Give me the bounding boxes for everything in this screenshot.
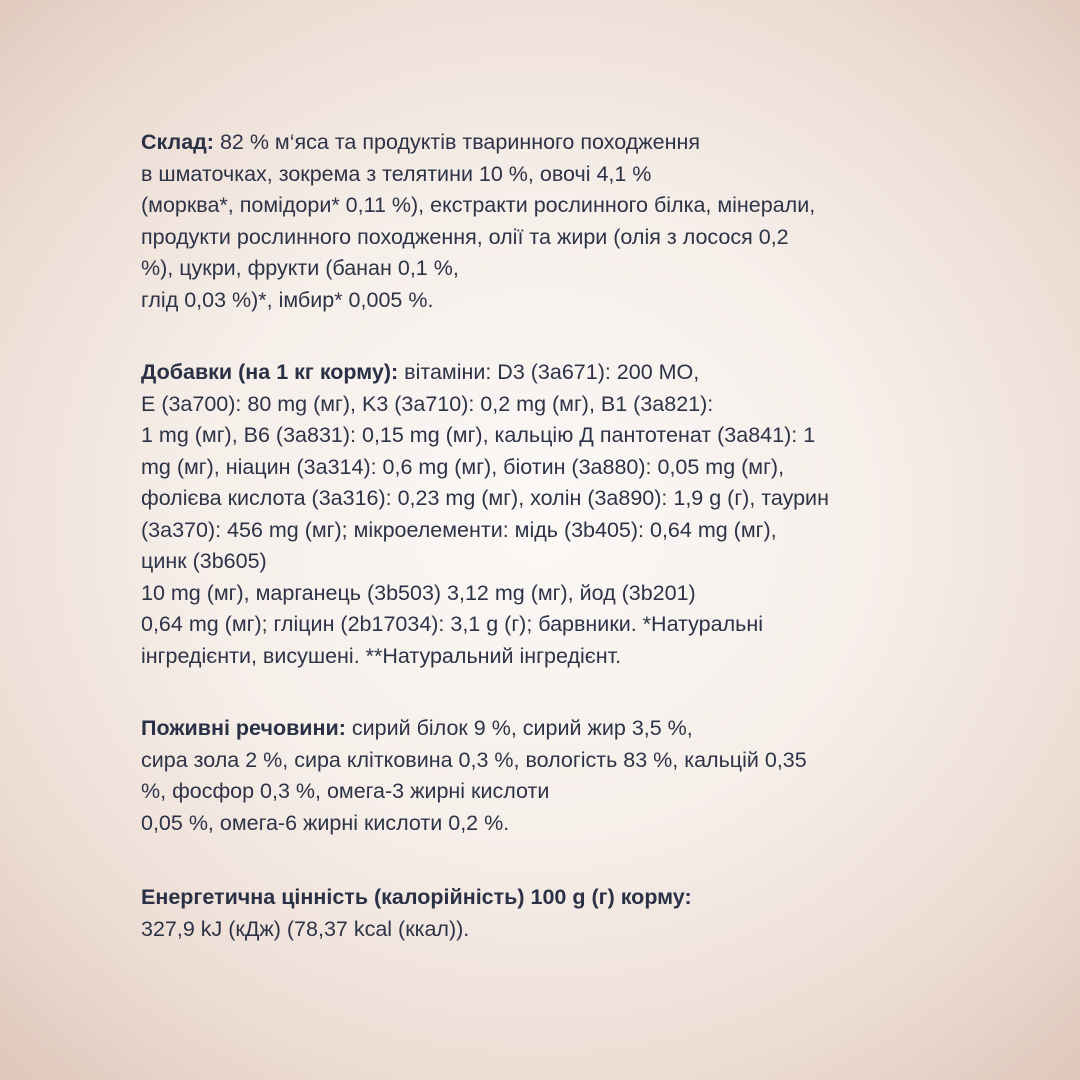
composition-section [141,127,1001,316]
nutrients-text: сирий білок 9 %, сирий жир 3,5 %, [345,716,693,740]
additives-line-5: фолієва кислота (3a316): 0,23 mg (мг), холін (3a890): 1,9 g (г), таурин [141,486,829,510]
additives-line-9: 0,64 mg (мг); гліцин (2b17034): 3,1 g (г); барвники. *Натуральні [141,612,763,636]
additives-line-3: 1 mg (мг), B6 (3a831): 0,15 mg (мг), кальцію Д пантотенат (3a841): 1 [141,423,816,447]
energy-section [141,882,1001,945]
additives-heading: Добавки (на 1 кг корму): [141,360,399,384]
energy-value: 327,9 kJ (кДж) (78,37 kcal (ккал)). [141,916,470,941]
nutrients-line-4: 0,05 %, омега-6 жирні кислоти 0,2 %. [141,810,510,835]
composition-heading: Склад: [141,130,214,154]
composition-line-2: в шматочках, зокрема з телятини 10 %, овочі 4,1 % [141,161,652,186]
energy-heading: Енергетична цінність (калорійність) 100 g (г) корму: [141,885,692,909]
nutrients-line-1 [141,713,1001,745]
additives-text: вітаміни: D3 (3a671): 200 МО, [398,360,700,384]
additives-section [141,357,1001,672]
additives-line-4: mg (мг), ніацин (3a314): 0,6 mg (мг), біотин (3a880): 0,05 mg (мг), [141,454,785,479]
nutrients-line-2: сира зола 2 %, сира клітковина 0,3 %, вологість 83 %, кальцій 0,35 [141,747,807,772]
additives-line-10: інгредієнти, висушені. **Натуральний інгредієнт. [141,643,622,668]
composition-line-5: %), цукри, фрукти (банан 0,1 %, [141,256,459,280]
additives-line-7: цинк (3b605) [141,549,267,573]
additives-line-8: 10 mg (мг), марганець (3b503) 3,12 mg (мг), йод (3b201) [141,580,696,605]
nutrients-heading: Поживні речовини: [141,716,346,740]
additives-line-6: (3a370): 456 mg (мг); мікроелементи: мідь (3b405): 0,64 mg (мг), [141,517,777,542]
composition-line-6: глід 0,03 %)*, імбир* 0,005 %. [141,287,434,312]
additives-line-2: E (3a700): 80 mg (мг), K3 (3a710): 0,2 mg (мг), B1 (3a821): [141,391,714,416]
additives-line-1 [141,357,1001,389]
nutrients-section [141,713,1001,839]
composition-line-1 [141,127,1001,159]
nutrients-line-3: %, фосфор 0,3 %, омега-3 жирні кислоти [141,779,550,803]
composition-text: 82 % м‘яса та продуктів тваринного походження [213,130,700,154]
composition-line-4: продукти рослинного походження, олії та жири (олія з лосося 0,2 [141,224,789,249]
composition-line-3: (морква*, помідори* 0,11 %), екстракти рослинного білка, мінерали, [141,193,816,217]
